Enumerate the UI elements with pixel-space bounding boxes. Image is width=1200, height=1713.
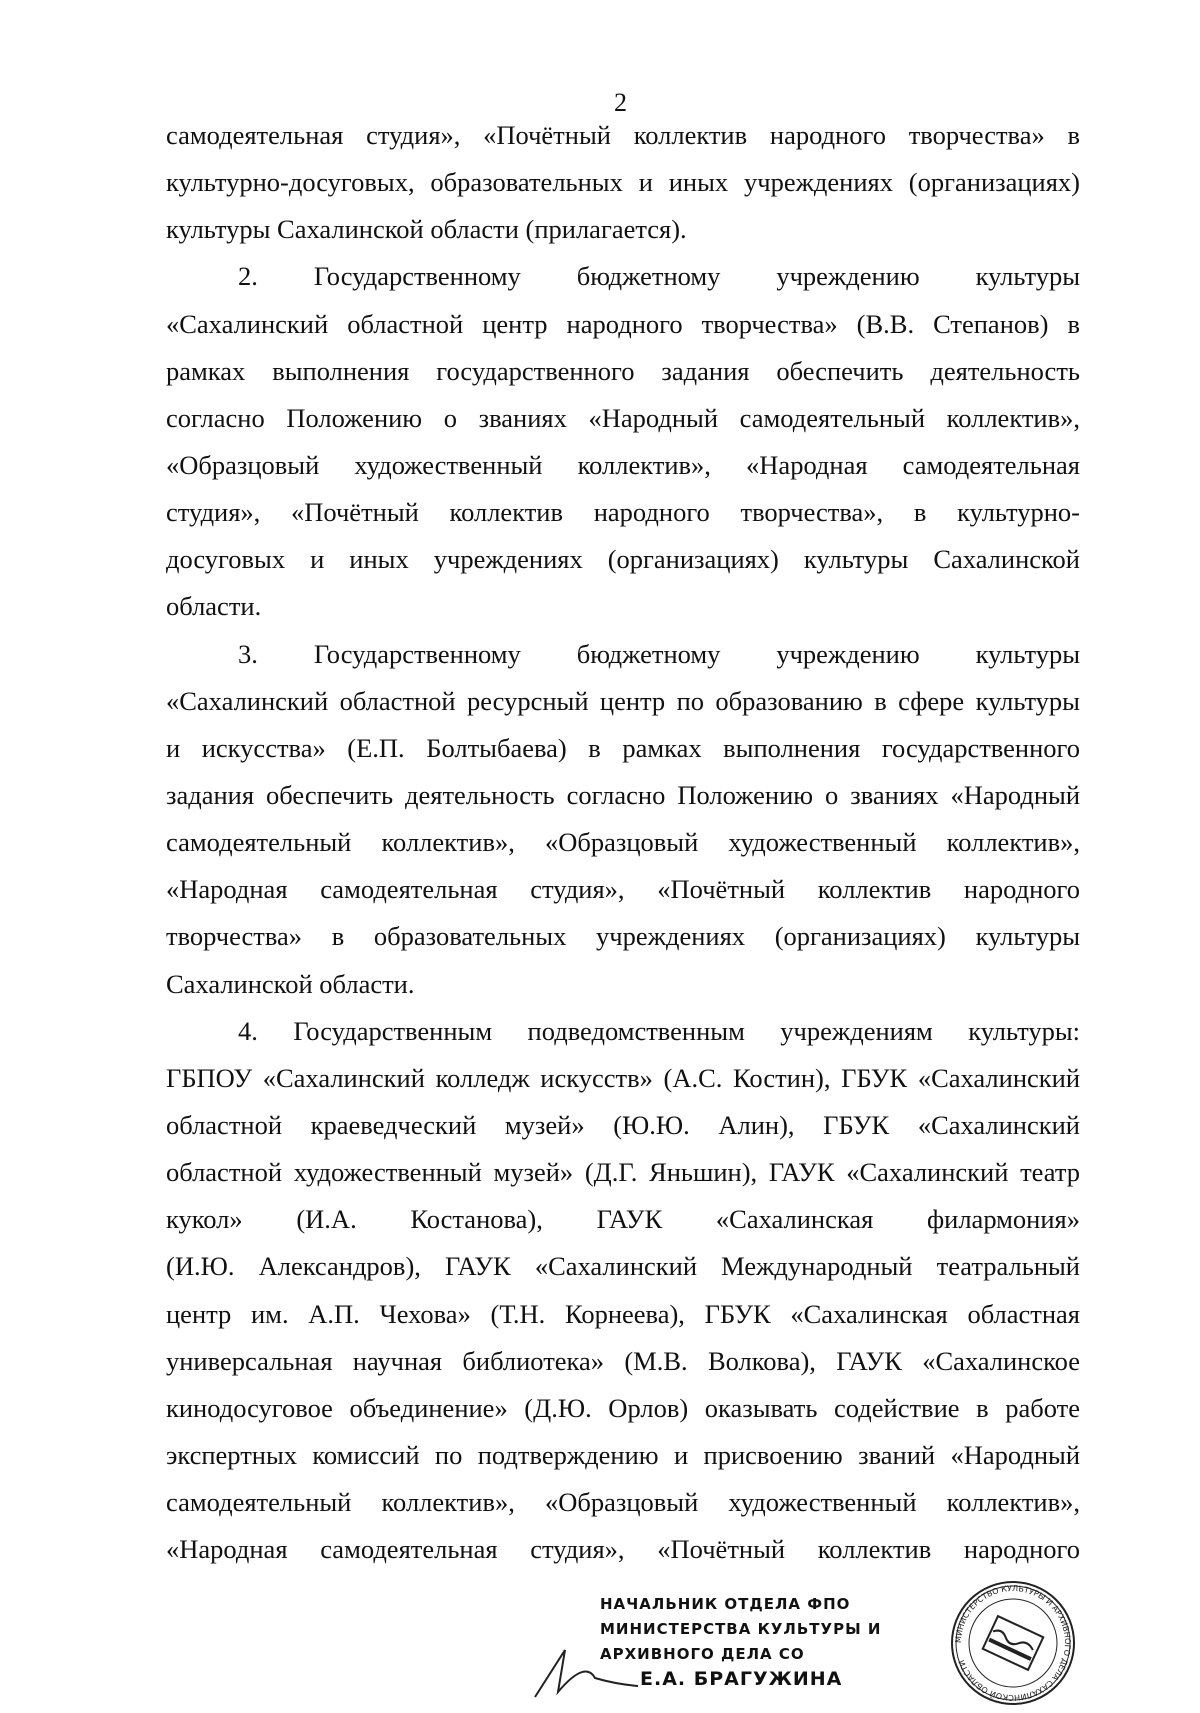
- document-body: [166, 112, 1080, 1573]
- text-line: согласно Положению о званиях «Народный самодеятельный коллектив»,: [166, 402, 1080, 433]
- text-line: областной художественный музей» (Д.Г. Яньшин), ГАУК «Сахалинский театр: [166, 1157, 1080, 1188]
- text-line: и искусства» (Е.П. Болтыбаева) в рамках выполнения государственного: [166, 732, 1080, 763]
- text-line: культуры Сахалинской области (прилагается).: [166, 214, 687, 245]
- signer-department: АРХИВНОГО ДЕЛА СО: [600, 1645, 805, 1663]
- seal-emblem-icon: [983, 1616, 1044, 1670]
- paragraph-3-start: 3. Государственному бюджетному учреждению культуры: [238, 638, 1080, 669]
- text-line: самодеятельная студия», «Почётный коллектив народного творчества» в: [166, 120, 1080, 150]
- text-line: области.: [166, 591, 262, 622]
- text-line: ГБПОУ «Сахалинский колледж искусств» (А.С. Костин), ГБУК «Сахалинский: [166, 1062, 1080, 1093]
- signature-block: [600, 1592, 930, 1692]
- text-line: областной краеведческий музей» (Ю.Ю. Алин), ГБУК «Сахалинский: [166, 1109, 1080, 1140]
- text-line: «Сахалинский областной ресурсный центр по образованию в сфере культуры: [166, 685, 1080, 716]
- text-line: «Народная самодеятельная студия», «Почётный коллектив народного: [166, 1534, 1080, 1565]
- text-line: рамках выполнения государственного задания обеспечить деятельность: [166, 355, 1080, 386]
- text-line: культурно-досуговых, образовательных и иных учреждениях (организациях): [166, 167, 1080, 198]
- handwritten-signature-icon: [530, 1642, 640, 1702]
- text-line: самодеятельный коллектив», «Образцовый художественный коллектив»,: [166, 827, 1080, 858]
- text-line: творчества» в образовательных учреждениях (организациях) культуры: [166, 921, 1080, 952]
- text-line: задания обеспечить деятельность согласно Положению о званиях «Народный: [166, 779, 1080, 810]
- signer-position: НАЧАЛЬНИК ОТДЕЛА ФПО: [600, 1595, 851, 1613]
- signer-name: Е.А. БРАГУЖИНА: [640, 1668, 843, 1690]
- text-line: (И.Ю. Александров), ГАУК «Сахалинский Международный театральный: [166, 1251, 1080, 1282]
- text-line: «Сахалинский областной центр народного творчества» (В.В. Степанов) в: [166, 308, 1080, 339]
- text-line: студия», «Почётный коллектив народного творчества», в культурно-: [166, 497, 1080, 528]
- text-line: экспертных комиссий по подтверждению и присвоению званий «Народный: [166, 1439, 1080, 1470]
- page-number: 2: [614, 88, 627, 117]
- paragraph-2-start: 2. Государственному бюджетному учреждению культуры: [238, 261, 1080, 292]
- signer-ministry: МИНИСТЕРСТВА КУЛЬТУРЫ И: [600, 1620, 882, 1638]
- text-line: «Образцовый художественный коллектив», «Народная самодеятельная: [166, 449, 1080, 480]
- seal-text: МИНИСТЕРСТВО КУЛЬТУРЫ И АРХИВНОГО ДЕЛА САХАЛИНСКОЙ ОБЛАСТИ: [953, 1583, 1073, 1703]
- official-seal-stamp: [950, 1580, 1076, 1706]
- text-line: самодеятельный коллектив», «Образцовый художественный коллектив»,: [166, 1487, 1080, 1518]
- text-line: «Народная самодеятельная студия», «Почётный коллектив народного: [166, 874, 1080, 905]
- paragraph-4-start: 4. Государственным подведомственным учреждениям культуры:: [238, 1015, 1080, 1046]
- text-line: досуговых и иных учреждениях (организациях) культуры Сахалинской: [166, 544, 1080, 575]
- text-line: универсальная научная библиотека» (М.В. Волкова), ГАУК «Сахалинское: [166, 1345, 1080, 1376]
- text-line: Сахалинской области.: [166, 968, 415, 999]
- text-line: кукол» (И.А. Костанова), ГАУК «Сахалинская филармония»: [166, 1204, 1080, 1235]
- text-line: центр им. А.П. Чехова» (Т.Н. Корнеева), ГБУК «Сахалинская областная: [166, 1298, 1080, 1329]
- text-line: кинодосуговое объединение» (Д.Ю. Орлов) оказывать содействие в работе: [166, 1392, 1080, 1423]
